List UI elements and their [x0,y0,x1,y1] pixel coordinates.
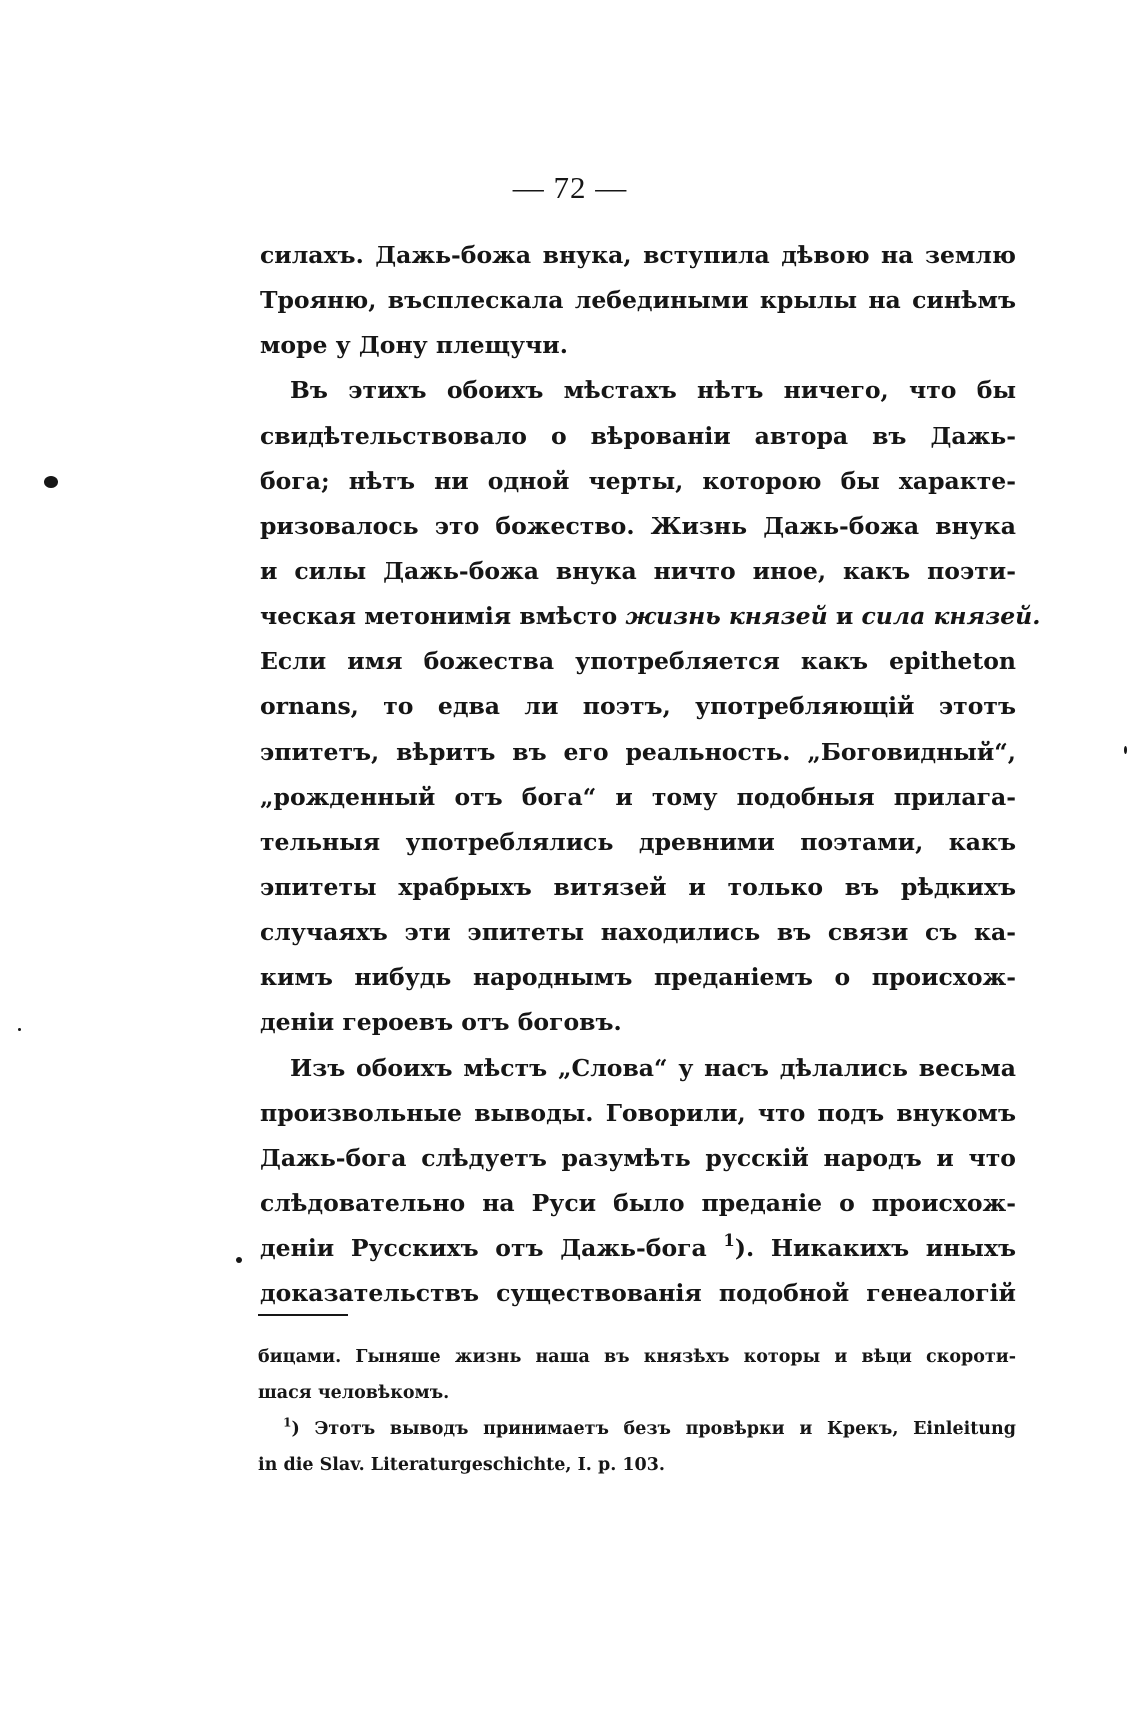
text-fragment: ческая метонимія вмѣсто [260,602,618,631]
text-line: Въ этихъ обоихъ мѣстахъ нѣтъ ничего, что бы [290,376,1016,405]
text-fragment: и [835,602,854,631]
scan-speck [44,476,58,488]
scan-speck [236,1257,242,1263]
body-text [260,233,1041,1316]
text-line-with-note [260,1226,1016,1271]
footnote-reference: 1 [723,1231,735,1251]
text-line: эпитетъ, вѣритъ въ его реальность. „Боговидный“, [260,737,1016,766]
text-line: силахъ. Дажь-божа внука, вступила дѣвою на землю [260,241,1016,269]
text-line: Если имя божества употребляется какъ epitheton [260,647,1016,676]
text-line: и силы Дажь-божа внука ничто иное, какъ поэти- [260,556,1016,585]
text-line: ризовалось это божество. Жизнь Дажь-божа внука [260,511,1016,540]
footnote-continued [258,1340,1016,1411]
text-line: произвольные выводы. Говорили, что подъ внукомъ [260,1098,1016,1127]
text-line: тельныя употреблялись древними поэтами, какъ [260,827,1016,856]
text-fragment: ). Никакихъ иныхъ [734,1234,1016,1263]
text-line: слѣдовательно на Руси было преданіе о происхож- [260,1188,1016,1217]
text-line: Дажь-бога слѣдуетъ разумѣть русскій народъ и что [260,1143,1016,1172]
text-line: море у Дону плещучи. [260,331,568,360]
text-line: бога; нѣтъ ни одной черты, которою бы характе- [260,466,1016,495]
italic-phrase: сила князей. [861,602,1041,631]
text-line: ornans, то едва ли поэтъ, употребляющій этотъ [260,692,1016,721]
footnote-line: in die Slav. Literaturgeschichte, I. p. 103. [258,1454,665,1475]
footnote-line [258,1412,1016,1448]
footnote-separator [258,1314,348,1316]
page-number: — 72 — [512,170,628,205]
scan-speck [18,1028,21,1031]
footnote-line: шася человѣкомъ. [258,1382,450,1403]
text-fragment: деніи Русскихъ отъ Дажь-бога [260,1234,707,1263]
text-line: Трояню, въсплескала лебедиными крылы на синѣмъ [260,286,1016,315]
text-line: свидѣтельствовало о вѣрованіи автора въ Дажь- [260,421,1016,450]
italic-phrase: жизнь князей [625,602,828,631]
text-line: Изъ обоихъ мѣстъ „Слова“ у насъ дѣлались весьма [290,1053,1016,1082]
footnote-1 [258,1412,1016,1483]
footnote-line: бицами. Гыняше жизнь наша въ князѣхъ которы и вѣци скороти- [258,1347,1016,1367]
scan-speck [1124,746,1127,754]
text-fragment: ) Этотъ выводъ принимаетъ безъ провѣрки и Крекъ, Einleitung [291,1419,1016,1439]
text-line: случаяхъ эти эпитеты находились въ связи съ ка- [260,918,1016,947]
text-line: эпитеты храбрыхъ витязей и только въ рѣдкихъ [260,872,1016,901]
text-line: деніи героевъ отъ боговъ. [260,1008,622,1037]
text-line: доказательствъ существованія подобной генеалогій [260,1279,1016,1308]
text-line: „рожденный отъ бога“ и тому подобныя прилага- [260,782,1016,811]
text-line: кимъ нибудь народнымъ преданіемъ о происхож- [260,963,1016,992]
footnote-marker: 1 [283,1414,292,1430]
text-line-mixed [260,594,1041,639]
